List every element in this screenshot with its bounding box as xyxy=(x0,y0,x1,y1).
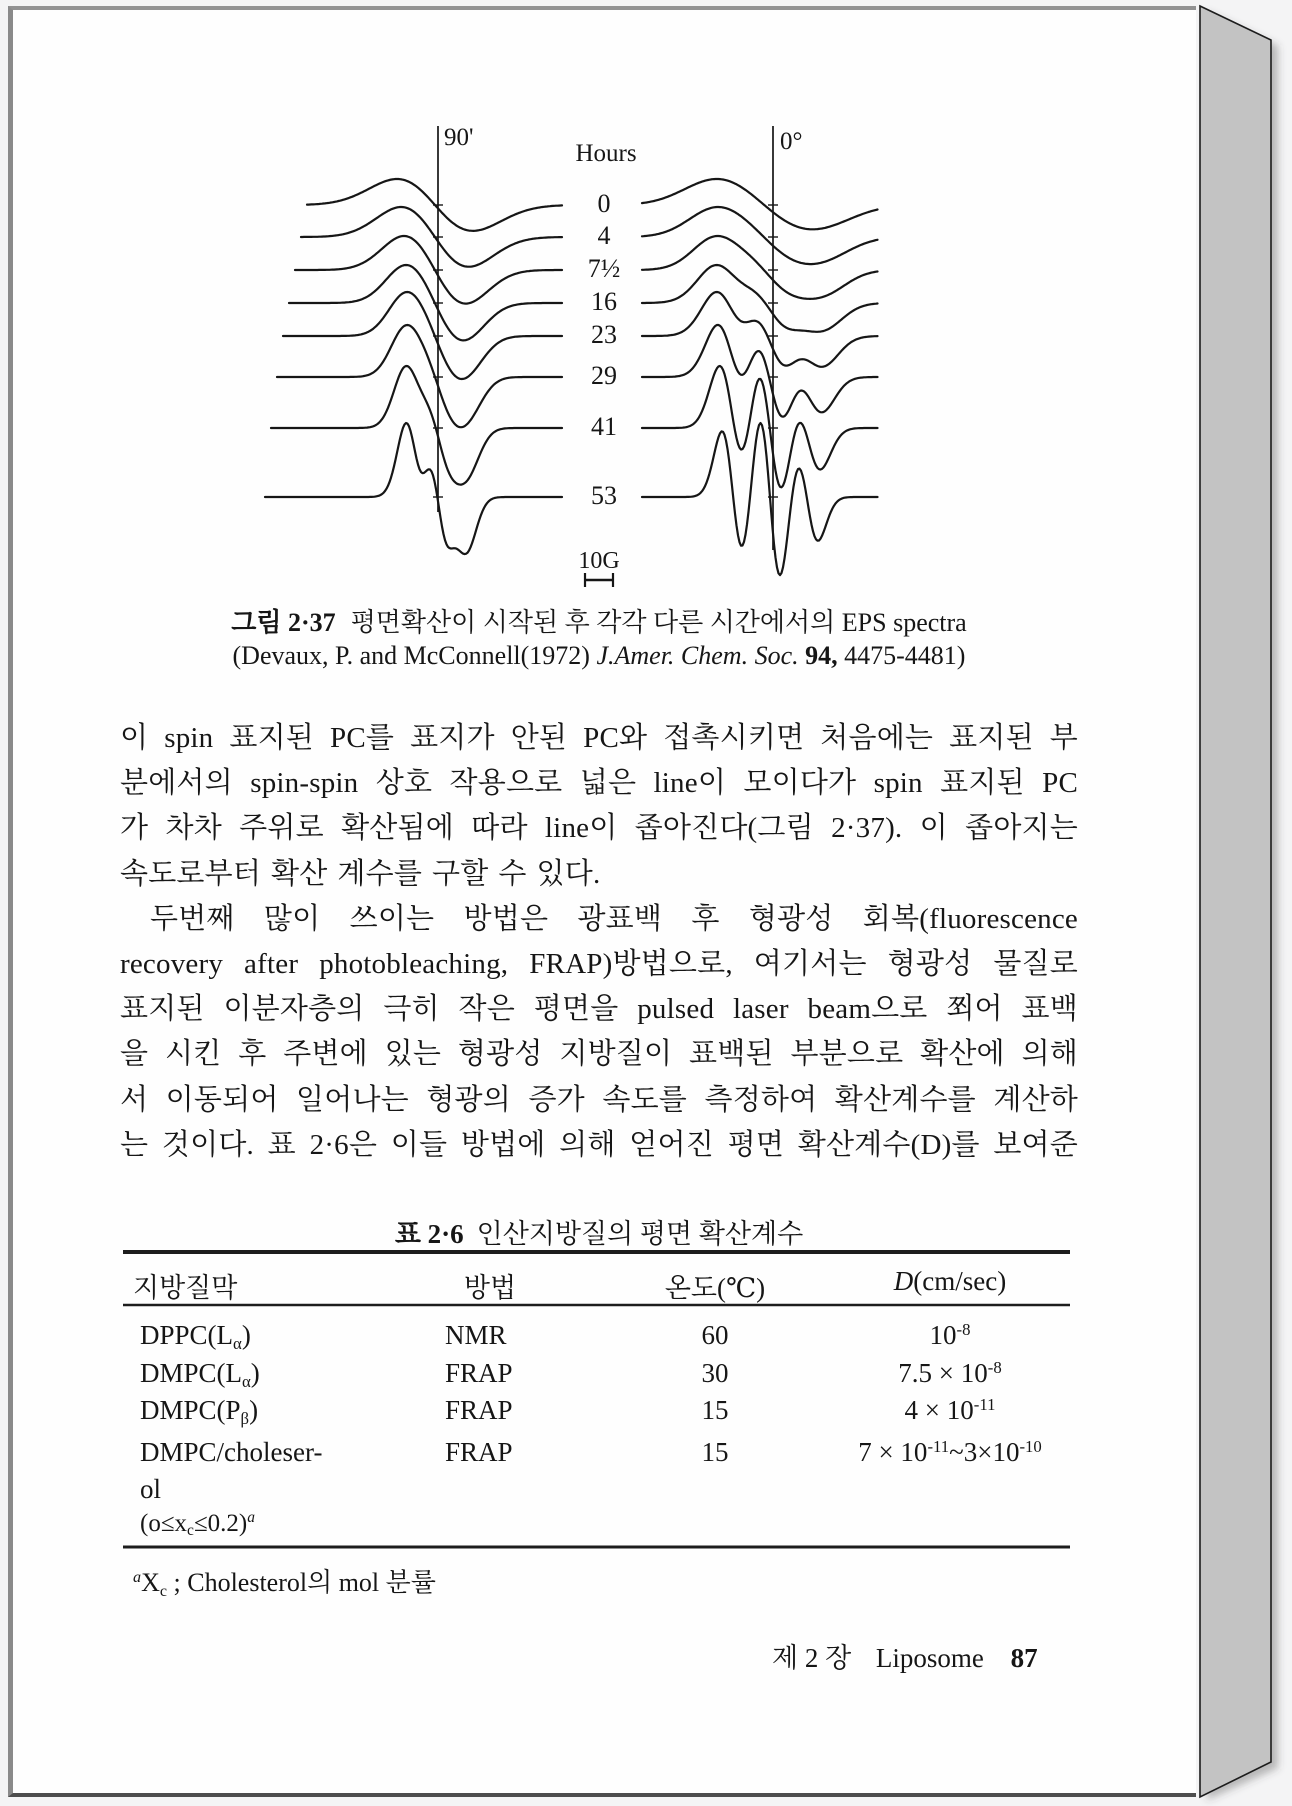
book-edge-strip xyxy=(1200,6,1271,1797)
cell-method: NMR xyxy=(445,1320,507,1350)
cell-diffusion: $4 \times 10^{-11}$ xyxy=(904,1394,996,1425)
body-line: 표지된 이분자층의 극히 작은 평면을 pulsed laser beam으로 쬐어 표백 xyxy=(120,993,1078,1025)
figure-caption-text: 평면확산이 시작된 후 각각 다른 시간에서의 EPS spectra xyxy=(350,608,967,637)
table-footnote: $^a$Xc ; Cholesterol의 mol 분률 xyxy=(133,1568,436,1600)
eps-trace xyxy=(289,265,562,340)
hour-label: 29 xyxy=(591,361,617,390)
cell-method: FRAP xyxy=(445,1437,513,1467)
eps-trace xyxy=(642,325,878,417)
eps-trace xyxy=(642,292,878,367)
hour-label: 7½ xyxy=(587,254,621,283)
footer-chapter: 제 2 장 xyxy=(772,1643,852,1673)
cell-temperature: 60 xyxy=(701,1320,729,1350)
cell-membrane: DMPC/choleser- xyxy=(140,1437,323,1467)
scale-bar xyxy=(585,573,613,587)
eps-trace xyxy=(642,207,878,264)
hour-label: 16 xyxy=(591,287,617,316)
left-orientation-label: 90' xyxy=(444,124,474,151)
col-header-method: 방법 xyxy=(463,1273,517,1303)
scale-bar-label: 10G xyxy=(578,548,620,574)
table-number: 표 2·6 xyxy=(394,1219,464,1249)
col-header-membrane: 지방질막 xyxy=(133,1273,238,1303)
right-orientation-label: 0° xyxy=(780,128,803,155)
col-header-diffusion: D(cm/sec) xyxy=(893,1266,1007,1296)
figure-number: 그림 2·37 xyxy=(231,608,336,637)
body-line: 가 차차 주위로 확산됨에 따라 line이 좁아진다(그림 2·37). 이 좁아지는 xyxy=(120,812,1078,844)
body-line: 이 spin 표지된 PC를 표지가 안된 PC와 접촉시키면 처음에는 표지된 부 xyxy=(120,722,1078,754)
hour-label: 41 xyxy=(591,412,617,441)
cell-temperature: 15 xyxy=(701,1437,729,1467)
cell-method: FRAP xyxy=(445,1395,513,1425)
cell-membrane-cont: ol xyxy=(140,1474,162,1504)
eps-spectra-traces xyxy=(265,126,878,575)
cell-membrane: DMPC(Pβ) xyxy=(140,1395,259,1428)
eps-trace xyxy=(301,207,562,267)
figure-caption-line2: (Devaux, P. and McConnell(1972) J.Amer. Chem. Soc. 94, 4475-4481) xyxy=(232,641,966,670)
hour-label: 23 xyxy=(591,320,617,349)
footer-book-title: Liposome xyxy=(875,1643,984,1673)
body-line: 분에서의 spin-spin 상호 작용으로 넓은 line이 모이다가 spin 표지된 PC xyxy=(120,767,1078,799)
hour-label: 4 xyxy=(597,221,611,250)
cell-membrane-cont2: (o≤xc≤0.2)$^a$ xyxy=(140,1509,255,1540)
body-line: 두번째 많이 쓰이는 방법은 광표백 후 형광성 회복(fluorescence xyxy=(150,903,1078,935)
eps-trace xyxy=(642,236,878,299)
body-line: 을 시킨 후 주변에 있는 형광성 지방질이 표백된 부분으로 확산에 의해 xyxy=(120,1038,1078,1070)
hours-title: Hours xyxy=(575,140,637,167)
hour-label: 53 xyxy=(591,481,617,510)
cell-temperature: 15 xyxy=(701,1395,729,1425)
figure-caption-line1 xyxy=(120,602,1078,639)
page-footer xyxy=(772,1636,1038,1675)
body-line: 서 이동되어 일어나는 형광의 증가 속도를 측정하여 확산계수를 계산하 xyxy=(120,1084,1078,1116)
eps-trace xyxy=(642,265,878,332)
eps-trace xyxy=(265,423,562,554)
cell-diffusion: $7.5 \times 10^{-8}$ xyxy=(898,1357,1002,1388)
cell-diffusion: $7 \times 10^{-11}\sim 3\times 10^{-10}$ xyxy=(858,1436,1042,1467)
footer-page-number: 87 xyxy=(1010,1643,1038,1673)
eps-trace xyxy=(642,179,878,229)
table-title-text: 인산지방질의 평면 확산계수 xyxy=(476,1219,804,1249)
cell-membrane: DMPC(Lα) xyxy=(140,1358,260,1391)
cell-membrane: DPPC(Lα) xyxy=(140,1320,251,1353)
eps-trace xyxy=(271,366,562,485)
eps-trace xyxy=(307,179,562,231)
body-line: 속도로부터 확산 계수를 구할 수 있다. xyxy=(120,858,601,890)
col-header-temperature: 온도(℃) xyxy=(664,1273,766,1303)
body-line: recovery after photobleaching, FRAP)방법으로, 여기서는 형광성 물질로 xyxy=(120,948,1078,980)
cell-temperature: 30 xyxy=(701,1358,729,1388)
cell-diffusion: $10^{-8}$ xyxy=(929,1319,971,1350)
hour-label: 0 xyxy=(597,189,611,218)
eps-trace xyxy=(295,236,562,304)
cell-method: FRAP xyxy=(445,1358,513,1388)
eps-trace xyxy=(277,325,562,427)
table-title xyxy=(120,1212,1078,1251)
body-line: 는 것이다. 표 2·6은 이들 방법에 의해 얻어진 평면 확산계수(D)를 보여준 xyxy=(120,1129,1078,1161)
eps-trace xyxy=(642,423,878,575)
